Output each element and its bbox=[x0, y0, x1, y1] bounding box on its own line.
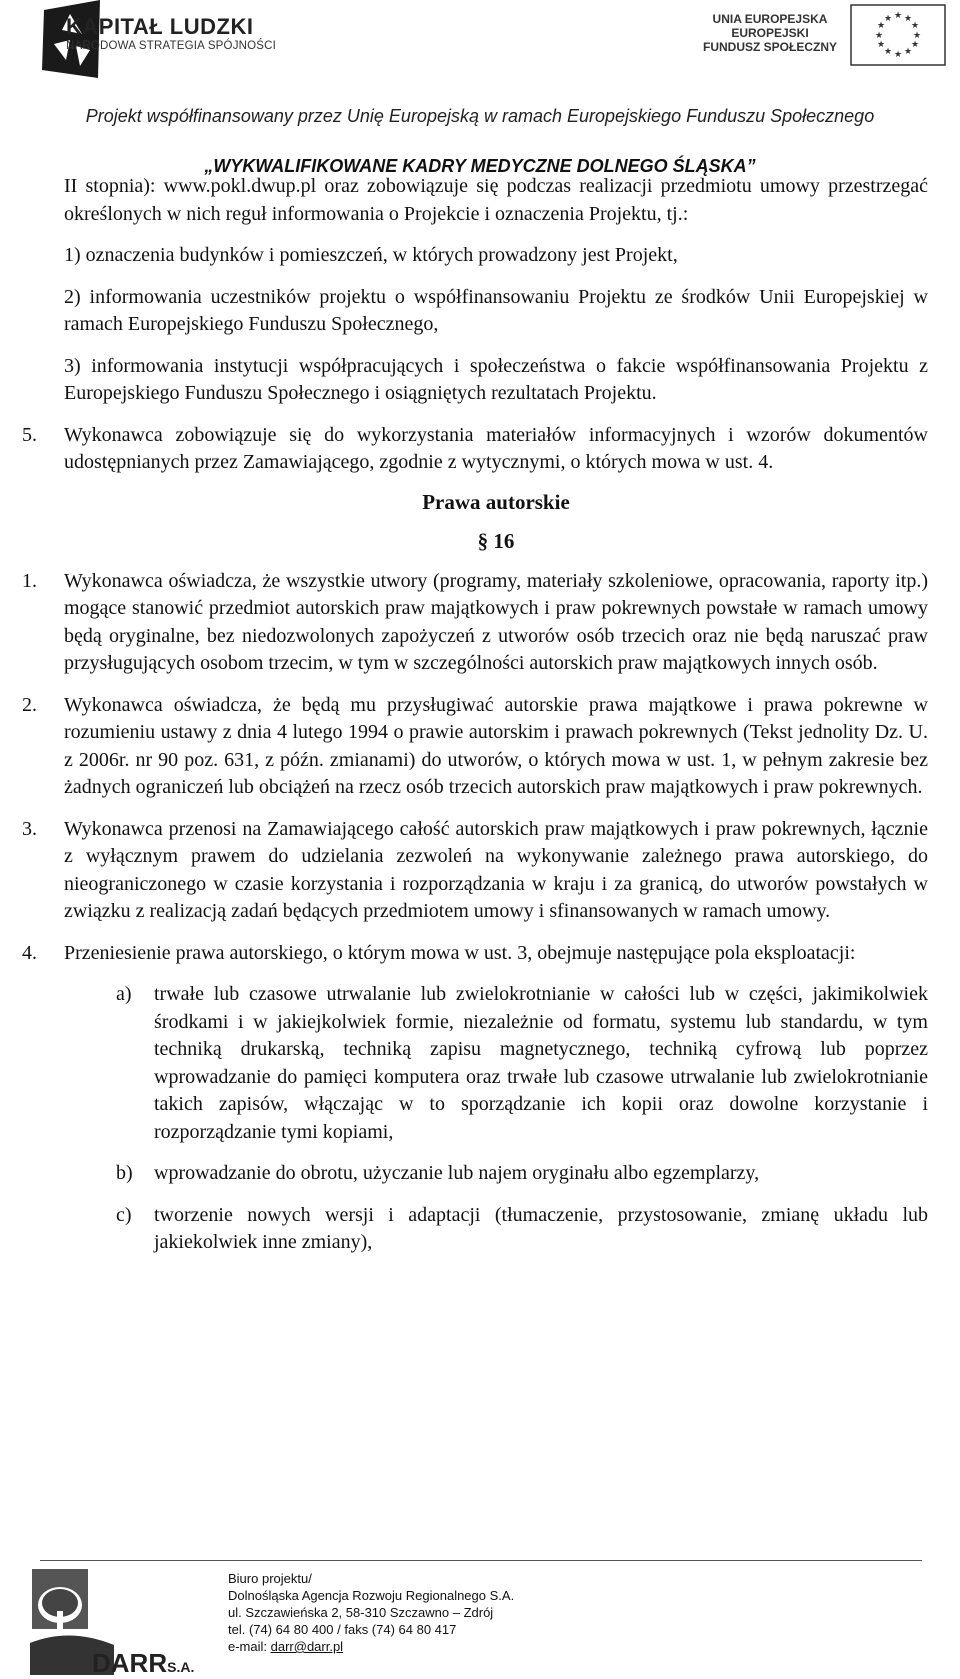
sub-item-text: tworzenie nowych wersji i adaptacji (tłumaczenie, przystosowanie, zmianę układu lub jakiekolwiek inne zmiany), bbox=[154, 1203, 928, 1253]
list-item-3: 3) informowania instytucji współpracujących i społeczeństwa o fakcie współfinansowania Projektu z Europejskiego Funduszu Społecznego i osiągniętych rezultatach Projektu. bbox=[64, 354, 928, 404]
darr-sa: S.A. bbox=[167, 1659, 195, 1675]
clause-number: 4. bbox=[22, 941, 37, 964]
sub-item-text: wprowadzanie do obrotu, użyczanie lub najem oryginału albo egzemplarzy, bbox=[154, 1162, 760, 1184]
svg-text:★: ★ bbox=[876, 40, 886, 50]
section-number: § 16 bbox=[477, 529, 515, 553]
darr-name: DARR bbox=[92, 1648, 168, 1678]
svg-text:★: ★ bbox=[893, 11, 903, 21]
svg-text:★: ★ bbox=[883, 14, 893, 24]
document-body bbox=[22, 173, 928, 1257]
paragraph-text: Wykonawca zobowiązuje się do wykorzystania materiałów informacyjnych i wzorów dokumentów udostępnianych przez Zamawiającego, zgodnie z wytycznymi, o których mowa w ust. 4. bbox=[64, 423, 928, 473]
footer-email-label: e-mail: bbox=[228, 1639, 271, 1654]
page-header bbox=[0, 0, 960, 176]
clause-4 bbox=[22, 940, 928, 968]
svg-text:★: ★ bbox=[874, 31, 884, 41]
paragraph-number: 5. bbox=[22, 423, 37, 446]
list-item-1: 1) oznaczenia budynków i pomieszczeń, w których prowadzony jest Projekt, bbox=[64, 244, 678, 266]
paragraph-5 bbox=[22, 422, 928, 477]
footer-contact bbox=[228, 1570, 514, 1655]
eu-flag-icon bbox=[850, 4, 946, 66]
sub-item-a bbox=[116, 981, 928, 1146]
svg-text:★: ★ bbox=[876, 21, 886, 31]
sub-item-letter: b) bbox=[116, 1162, 133, 1184]
svg-text:★: ★ bbox=[910, 40, 920, 50]
sub-item-text: trwałe lub czasowe utrwalanie lub zwielokrotnianie w całości lub w części, jakimikolwiek środkami i w jakiejkolwiek formie, niezależnie od formatu, systemu lub standardu, w tym techniką drukarską, techniką zapisu magnetycznego, techniką cyfrową lub poprzez wprowadzanie do pamięci komputera oraz trwałe lub czasowe utrwalanie lub zwielokrotnianie takich zapisów, włączając w to sporządzanie ich kopii oraz dowolne korzystanie i rozporządzanie tymi kopiami, bbox=[154, 983, 928, 1143]
intro-paragraph: II stopnia): www.pokl.dwup.pl oraz zobowiązuje się podczas realizacji przedmiotu umowy przestrzegać określonych w nich reguł informowania o Projekcie i oznaczenia Projektu, tj.: bbox=[64, 175, 928, 225]
sub-item-b bbox=[116, 1160, 928, 1188]
section-title: Prawa autorskie bbox=[422, 489, 570, 514]
svg-text:★: ★ bbox=[910, 21, 920, 31]
kapital-ludzki-text bbox=[66, 14, 276, 52]
eu-fund-label bbox=[700, 12, 840, 54]
eu-line-3: FUNDUSZ SPOŁECZNY bbox=[702, 40, 837, 54]
kl-subtitle: NARODOWA STRATEGIA SPÓJNOŚCI bbox=[66, 40, 277, 52]
footer-email-link[interactable]: darr@darr.pl bbox=[270, 1639, 344, 1654]
footer-office: Biuro projektu/ bbox=[228, 1571, 312, 1586]
clause-text: Wykonawca przenosi na Zamawiającego całość autorskich praw majątkowych i praw pokrewnych, łącznie z wyłącznym prawem do udzielania zezwoleń na wykonywanie zależnego prawa autorskiego, do nieograniczonego w czasie korzystania i rozporządzania w kraju i za granicą, do utworów powstałych w związku z realizacją zadań będących przedmiotem umowy i sfinansowanych w ramach umowy. bbox=[64, 817, 928, 922]
clause-text: Przeniesienie prawa autorskiego, o którym mowa w ust. 3, obejmuje następujące pola eksploatacji: bbox=[64, 941, 856, 964]
list-item-2: 2) informowania uczestników projektu o współfinansowaniu Projektu ze środków Unii Europejskiej w ramach Europejskiego Funduszu Społecznego, bbox=[64, 285, 928, 335]
svg-text:★: ★ bbox=[883, 47, 893, 57]
clause-2 bbox=[22, 692, 928, 802]
clause-number: 1. bbox=[22, 569, 37, 592]
clause-1 bbox=[22, 568, 928, 678]
project-cofinancing-line: Projekt współfinansowany przez Unię Europejską w ramach Europejskiego Funduszu Społecznego bbox=[85, 106, 875, 126]
clause-text: Wykonawca oświadcza, że będą mu przysługiwać autorskie prawa majątkowe i prawa pokrewne w rozumieniu ustawy z dnia 4 lutego 1994 o prawie autorskim i prawach pokrewnych (Tekst jednolity Dz. U. z 2006r. nr 90 poz. 631, z późn. zmianami) do utworów, o których mowa w ust. 1, w pełnym zakresie bez żadnych ograniczeń lub obciążeń na rzecz osób trzecich autorskich praw majątkowych i praw pokrewnych. bbox=[64, 693, 928, 798]
svg-text:★: ★ bbox=[903, 14, 913, 24]
kl-title: KAPITAŁ LUDZKI bbox=[66, 14, 254, 39]
sub-item-letter: c) bbox=[116, 1203, 132, 1226]
footer-email-row bbox=[228, 1638, 514, 1655]
project-name: „WYKWALIFIKOWANE KADRY MEDYCZNE DOLNEGO ŚLĄSKA” bbox=[204, 156, 756, 176]
clause-text: Wykonawca oświadcza, że wszystkie utwory (programy, materiały szkoleniowe, opracowania, raporty itp.) mogące stanowić przedmiot autorskich praw majątkowych i praw pokrewnych powstałe w ramach umowy będą oryginalne, bez niedozwolonych zapożyczeń z utworów osób trzecich oraz nie będą naruszać praw przysługujących osobom trzecim, w tym w szczególności autorskich praw majątkowych innych osób. bbox=[64, 569, 928, 674]
clause-number: 2. bbox=[22, 693, 37, 716]
eu-line-1: UNIA EUROPEJSKA bbox=[712, 12, 828, 26]
svg-text:★: ★ bbox=[893, 50, 903, 60]
clause-3 bbox=[22, 816, 928, 926]
sub-item-letter: a) bbox=[116, 983, 132, 1005]
darr-wordmark bbox=[92, 1648, 194, 1679]
svg-text:★: ★ bbox=[903, 47, 913, 57]
clause-number: 3. bbox=[22, 817, 37, 840]
svg-text:★: ★ bbox=[912, 31, 922, 41]
sub-item-c bbox=[116, 1202, 928, 1257]
footer-divider bbox=[40, 1560, 922, 1561]
footer-agency: Dolnośląska Agencja Rozwoju Regionalnego S.A. bbox=[228, 1588, 515, 1603]
footer-phone: tel. (74) 64 80 400 / faks (74) 64 80 417 bbox=[228, 1622, 457, 1637]
footer-address: ul. Szczawieńska 2, 58-310 Szczawno – Zdrój bbox=[228, 1605, 494, 1620]
eu-line-2: EUROPEJSKI bbox=[731, 26, 809, 40]
